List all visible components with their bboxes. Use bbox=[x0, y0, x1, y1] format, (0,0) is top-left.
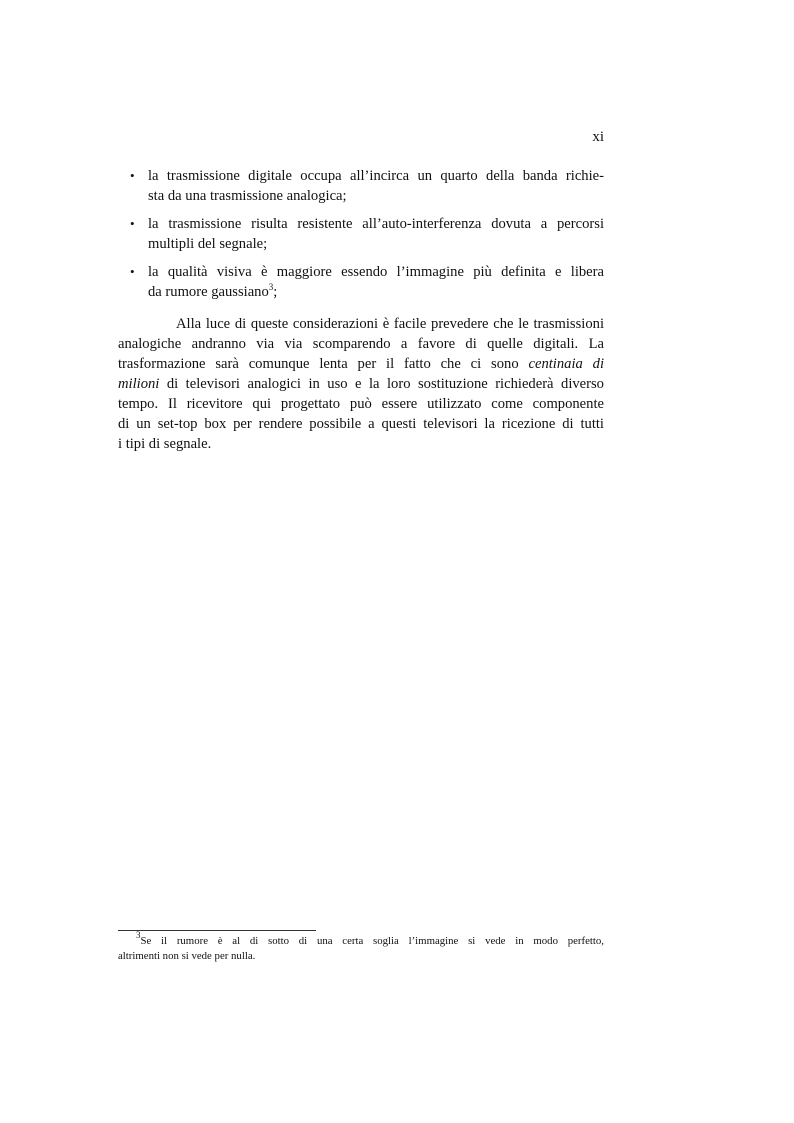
footnote-line: altrimenti non si vede per nulla. bbox=[118, 950, 256, 962]
footnote-line bbox=[118, 930, 604, 949]
body-paragraph bbox=[118, 314, 604, 454]
paragraph-line bbox=[118, 354, 604, 374]
paragraph-line: tempo. Il ricevitore qui progettato può essere utilizzato come componente bbox=[118, 396, 604, 412]
bullet-icon: • bbox=[130, 264, 135, 279]
page-number: xi bbox=[592, 129, 604, 145]
list-item-line: multipli del segnale; bbox=[148, 236, 268, 252]
footnote-reference[interactable]: 3 bbox=[268, 282, 274, 292]
footnote-mark: 3 bbox=[136, 930, 141, 940]
list-item-line: sta da una trasmissione analogica; bbox=[148, 188, 347, 204]
paragraph-line: Alla luce di queste considerazioni è facile prevedere che le trasmissioni bbox=[176, 316, 604, 332]
footnote bbox=[118, 930, 604, 964]
list-item bbox=[118, 166, 604, 206]
list-item-line: la trasmissione risulta resistente all’auto-interferenza dovuta a percorsi bbox=[148, 216, 604, 232]
footnote-divider bbox=[118, 930, 316, 931]
paragraph-line bbox=[118, 374, 604, 394]
list-item-punctuation: ; bbox=[273, 284, 278, 300]
paragraph-text: trasformazione sarà comunque lenta per il fatto che ci sono bbox=[118, 356, 519, 372]
paragraph-line: i tipi di segnale. bbox=[118, 436, 212, 452]
footnote-text: Se il rumore è al di sotto di una certa soglia l’immagine si vede in modo perfetto, bbox=[140, 935, 604, 947]
page-body bbox=[118, 166, 604, 454]
list-item bbox=[118, 214, 604, 254]
list-item-line-with-footnote bbox=[148, 282, 604, 302]
list-item-line: la qualità visiva è maggiore essendo l’immagine più definita e libera bbox=[148, 264, 604, 280]
bullet-icon: • bbox=[130, 168, 135, 183]
emphasized-text: milioni bbox=[118, 376, 160, 392]
list-item bbox=[118, 262, 604, 302]
list-item-text: da rumore gaussiano bbox=[148, 284, 269, 300]
bullet-icon: • bbox=[130, 216, 135, 231]
paragraph-text: di televisori analogici in uso e la loro sostituzione richiederà diverso bbox=[166, 376, 604, 392]
advantages-list bbox=[118, 166, 604, 302]
emphasized-text: centinaia di bbox=[528, 356, 605, 372]
paragraph-line: di un set-top box per rendere possibile a questi televisori la ricezione di tutti bbox=[118, 416, 604, 432]
paragraph-line: analogiche andranno via via scomparendo a favore di quelle digitali. La bbox=[118, 336, 604, 352]
list-item-line: la trasmissione digitale occupa all’incirca un quarto della banda richie- bbox=[148, 168, 604, 184]
